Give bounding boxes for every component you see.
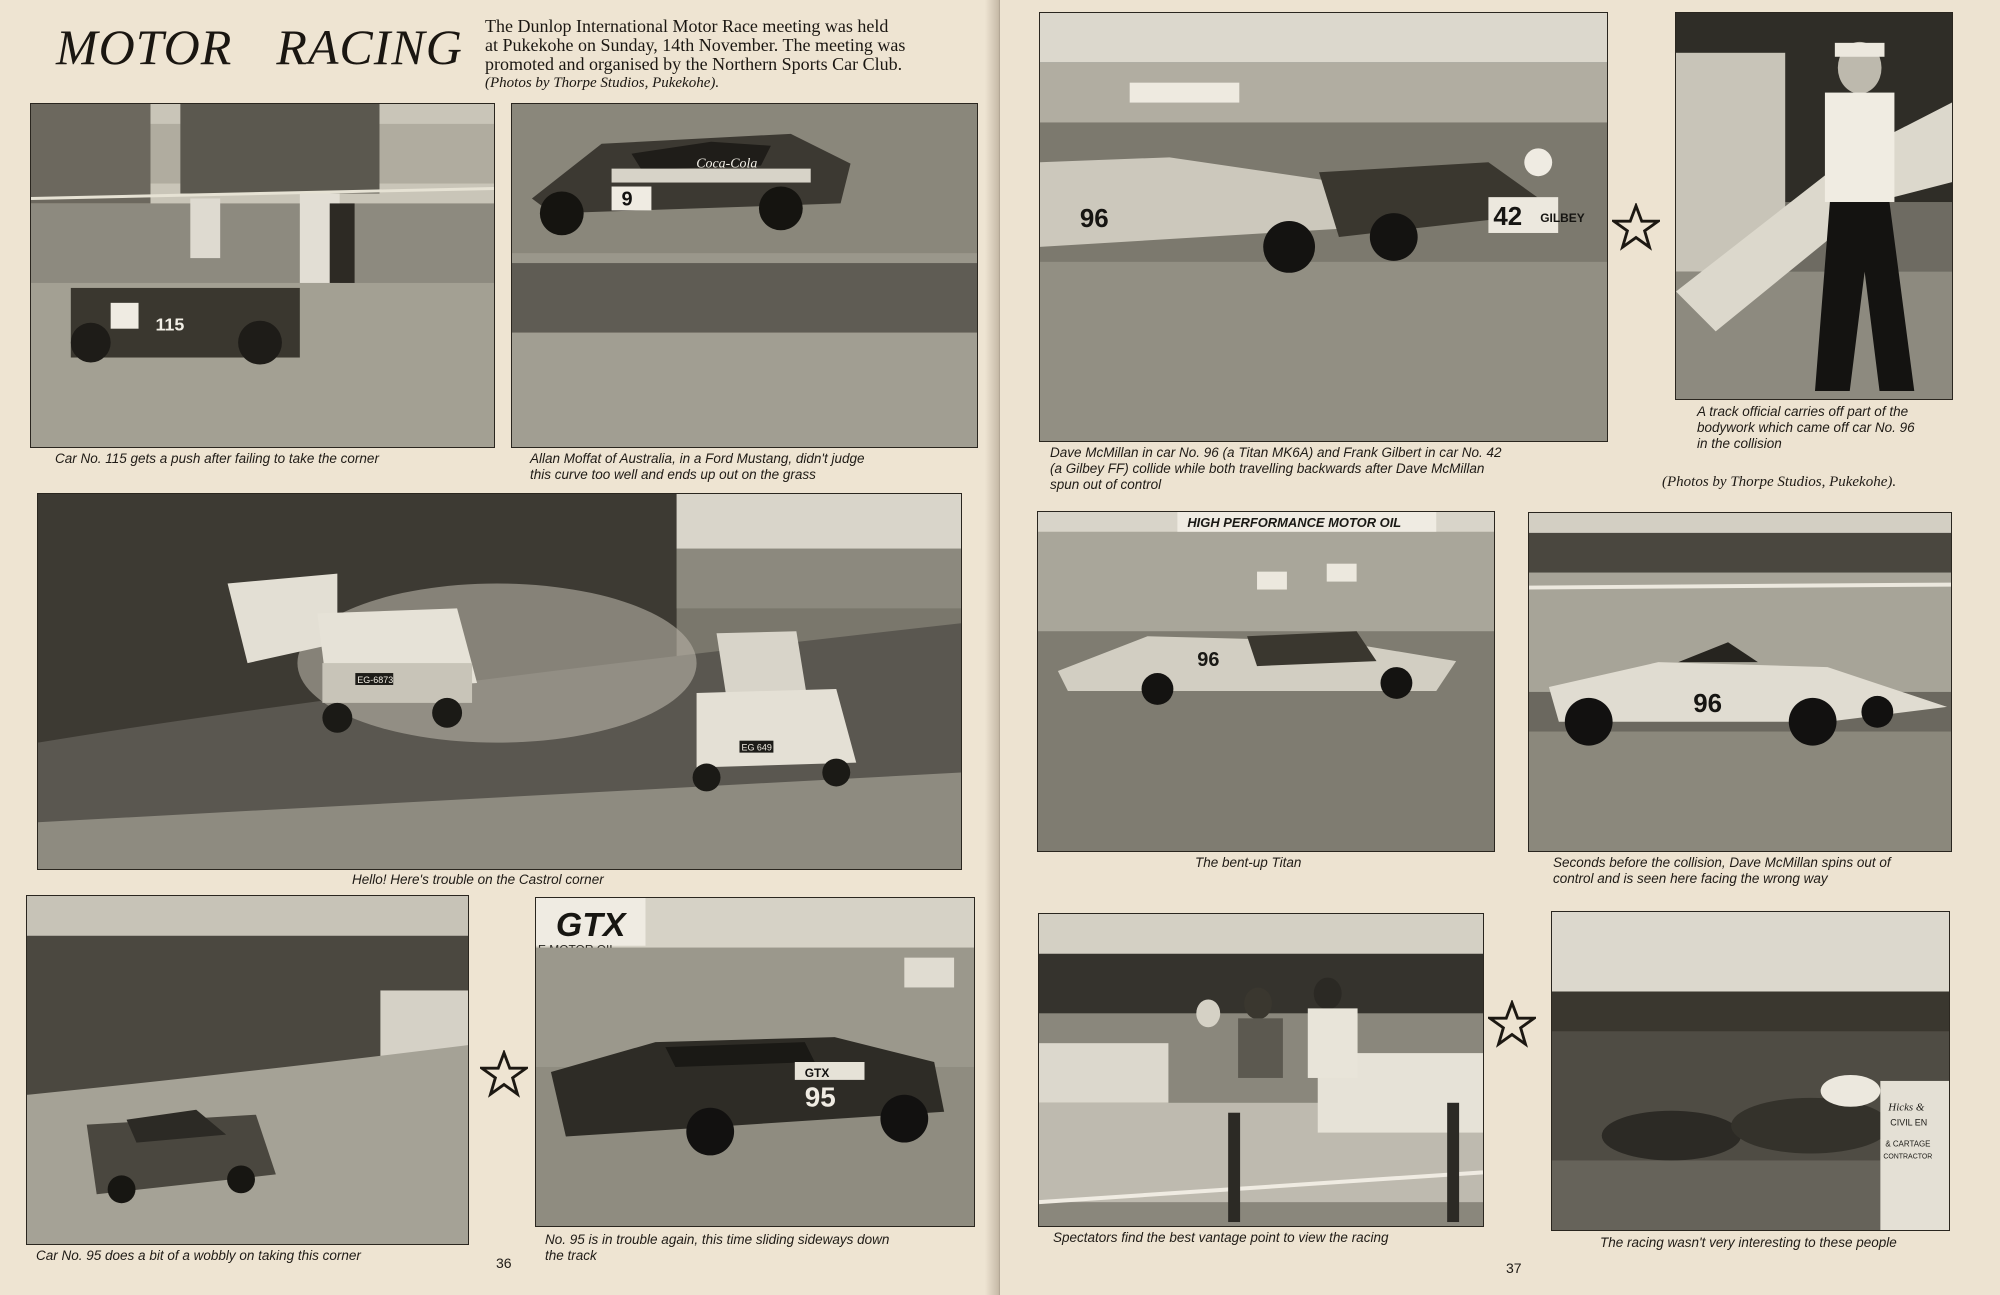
gilbey-sponsor: GILBEY (1540, 211, 1585, 226)
intro-paragraph (485, 17, 985, 93)
title-word-motor: MOTOR (56, 19, 233, 75)
caption-line: control and is seen here facing the wrong way (1553, 871, 1828, 886)
right-page (1000, 0, 2000, 1295)
caption-line: Allan Moffat of Australia, in a Ford Mustang, didn't judge (530, 451, 865, 466)
truck-sign-text: CONTRACTOR (1883, 1153, 1933, 1161)
caption-car-95-wobbly: Car No. 95 does a bit of a wobbly on taking this corner (36, 1248, 361, 1263)
caption-line: the track (545, 1248, 597, 1263)
photo-castrol-corner (37, 493, 962, 870)
caption-line: A track official carries off part of the (1697, 404, 1909, 419)
caption-line: Dave McMillan in car No. 96 (a Titan MK6A) and Frank Gilbert in car No. 42 (1050, 445, 1502, 460)
truck-sign-text: CIVIL EN (1890, 1117, 1928, 1128)
photo-collision-96-42 (1039, 12, 1608, 442)
coca-cola-logo: Coca-Cola (696, 156, 758, 172)
gtx-sponsor-logo: GTX (804, 1065, 830, 1080)
star-ornament-icon (1488, 1000, 1536, 1048)
caption-official (1697, 404, 1915, 452)
photo-credit: (Photos by Thorpe Studios, Pukekohe). (485, 75, 720, 91)
photo-credit-right: (Photos by Thorpe Studios, Pukekohe). (1662, 474, 1897, 490)
car-number-95: 95 (804, 1081, 836, 1113)
caption-line: spun out of control (1050, 477, 1162, 492)
car-number-96: 96 (1079, 205, 1109, 233)
caption-sleeping-people: The racing wasn't very interesting to these people (1600, 1235, 1897, 1250)
gtx-banner: GTX (555, 905, 626, 944)
caption-car-115: Car No. 115 gets a push after failing to take the corner (55, 451, 379, 466)
caption-castrol-corner: Hello! Here's trouble on the Castrol corner (352, 872, 604, 887)
intro-line: promoted and organised by the Northern Sports Car Club. (485, 54, 903, 74)
photo-car-115-push (30, 103, 495, 448)
motor-oil-banner: HIGH PERFORMANCE MOTOR OIL (1187, 514, 1402, 530)
photo-spin-wrong-way (1528, 512, 1952, 852)
caption-mustang (530, 451, 865, 483)
photo-car-95-wobbly (26, 895, 469, 1245)
car-number-115: 115 (155, 314, 185, 335)
intro-line: The Dunlop International Motor Race meeting was held (485, 16, 889, 36)
car-number-42: 42 (1493, 203, 1523, 232)
car-number-96: 96 (1197, 649, 1220, 672)
caption-line: bodywork which came off car No. 96 (1697, 420, 1915, 435)
caption-line: Seconds before the collision, Dave McMillan spins out of (1553, 855, 1891, 870)
caption-bent-titan: The bent-up Titan (1195, 855, 1302, 870)
truck-sign-text: & CARTAGE (1885, 1139, 1931, 1149)
truck-sign-text: Hicks & (1888, 1101, 1925, 1114)
caption-spectators: Spectators find the best vantage point to view the racing (1053, 1230, 1389, 1245)
article-title (56, 18, 463, 76)
star-ornament-icon (480, 1050, 528, 1098)
plate-eg-649: EG 649 (741, 742, 772, 753)
car-number-9: 9 (621, 188, 633, 211)
photo-bent-up-titan (1037, 511, 1495, 852)
car-number-96: 96 (1693, 689, 1723, 718)
caption-line: in the collision (1697, 436, 1782, 451)
caption-car-95-sliding (545, 1232, 889, 1264)
page-number-36: 36 (496, 1255, 512, 1271)
photo-spectators (1038, 913, 1484, 1227)
caption-line: this curve too well and ends up out on the grass (530, 467, 816, 482)
page-number-37: 37 (1506, 1260, 1522, 1276)
photo-car-95-sliding (535, 897, 975, 1227)
caption-line: No. 95 is in trouble again, this time sliding sideways down (545, 1232, 890, 1247)
photo-official-carrying-bodywork (1675, 12, 1953, 400)
intro-line: at Pukekohe on Sunday, 14th November. The meeting was (485, 35, 906, 55)
photo-sleeping-people (1551, 911, 1950, 1231)
photo-mustang-on-grass (511, 103, 978, 448)
star-ornament-icon (1612, 203, 1660, 251)
plate-eg-6873: EG-6873 (357, 675, 394, 685)
caption-spin-wrong-way (1553, 855, 1891, 887)
caption-line: (a Gilbey FF) collide while both travelling backwards after Dave McMillan (1050, 461, 1485, 476)
title-word-racing: RACING (276, 19, 463, 75)
caption-collision (1050, 445, 1502, 493)
